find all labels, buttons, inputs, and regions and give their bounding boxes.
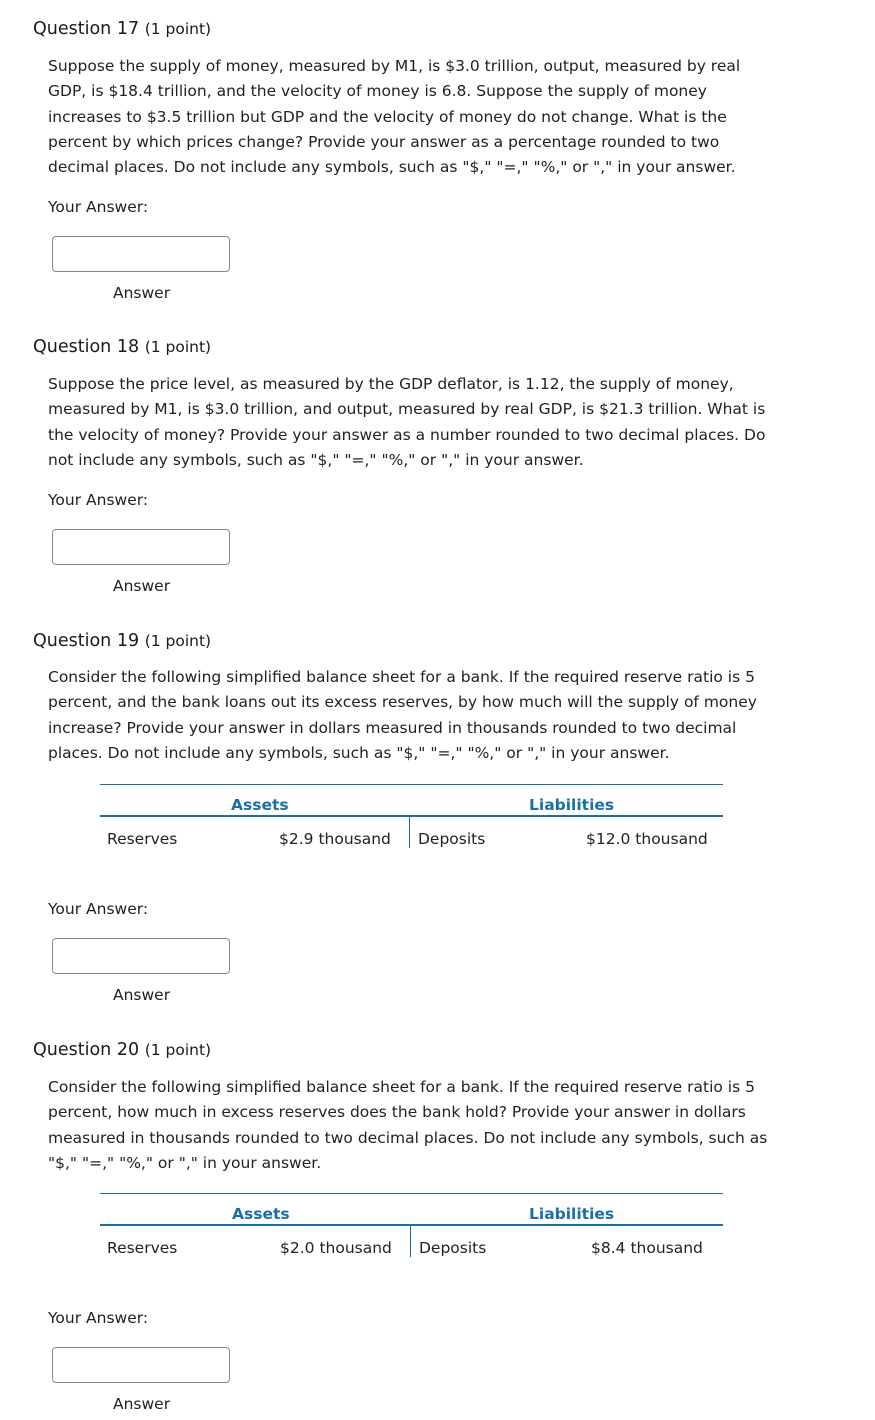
question-text: Consider the following simplified balance sheet for a bank. If the required reserve ratio is 5 percent, and the bank loans out its excess reserves, by how much will the supply of money increase? Provide your answer in dollars measured in thousands rounded to two decimal places. Do not include any symbols, such as "$," "=," "%," or "," in your answer. (48, 668, 757, 762)
question-points: (1 point) (144, 20, 212, 38)
question-title: Question 20 (33, 1040, 140, 1060)
question-text: Suppose the supply of money, measured by M1, is $3.0 trillion, output, measured by real GDP, is $18.4 trillion, and the velocity of money is 6.8. Suppose the supply of money increases to $3.5 trillion but GDP and the velocity of money do not change. What is the percent by which prices change? Provide your answer as a percentage rounded to two decimal places. Do not include any symbols, such as "$," "=," "%," or "," in your answer. (48, 57, 741, 177)
balance-sheet-header-rule (100, 815, 723, 817)
reserves-value: $2.9 thousand (279, 830, 391, 848)
answer-caption: Answer (113, 986, 171, 1004)
question-header (33, 336, 211, 358)
question-text: Suppose the price level, as measured by the GDP deflator, is 1.12, the supply of money, measured by M1, is $3.0 trillion, and output, measured by real GDP, is $21.3 trillion. What is the velocity of money? Provide your answer as a number rounded to two decimal places. Do not include any symbols, such as "$," "=," "%," or "," in your answer. (48, 375, 766, 469)
answer-caption: Answer (113, 577, 171, 595)
question-title: Question 17 (33, 19, 140, 39)
balance-sheet-header-rule (100, 1224, 723, 1226)
answer-input[interactable] (52, 938, 230, 974)
answer-caption: Answer (113, 284, 171, 302)
your-answer-label: Your Answer: (48, 900, 149, 918)
question-points: (1 point) (144, 338, 212, 356)
deposits-label: Deposits (418, 830, 486, 848)
liabilities-header: Liabilities (529, 796, 615, 814)
question-text: Consider the following simplified balance sheet for a bank. If the required reserve ratio is 5 percent, how much in excess reserves does the bank hold? Provide your answer in dollars measured in thousands rounded to two decimal places. Do not include any symbols, such as "$," "=," "%," or "," in your answer. (48, 1078, 768, 1172)
question-title: Question 18 (33, 337, 140, 357)
reserves-label: Reserves (107, 1239, 178, 1257)
answer-input[interactable] (52, 529, 230, 565)
liabilities-header: Liabilities (529, 1205, 615, 1223)
deposits-value: $8.4 thousand (591, 1239, 703, 1257)
assets-header: Assets (232, 1205, 290, 1223)
answer-caption: Answer (113, 1395, 171, 1413)
balance-sheet-divider (409, 816, 410, 848)
answer-input[interactable] (52, 1347, 230, 1383)
your-answer-label: Your Answer: (48, 491, 149, 509)
question-header (33, 18, 211, 40)
your-answer-label: Your Answer: (48, 1309, 149, 1327)
reserves-value: $2.0 thousand (280, 1239, 392, 1257)
your-answer-label: Your Answer: (48, 198, 149, 216)
assets-header: Assets (231, 796, 289, 814)
reserves-label: Reserves (107, 830, 178, 848)
balance-sheet-top-rule (100, 784, 723, 785)
question-points: (1 point) (144, 1041, 212, 1059)
question-header (33, 630, 211, 652)
deposits-label: Deposits (419, 1239, 487, 1257)
question-header (33, 1039, 211, 1061)
deposits-value: $12.0 thousand (586, 830, 708, 848)
question-title: Question 19 (33, 631, 140, 651)
answer-input[interactable] (52, 236, 230, 272)
question-points: (1 point) (144, 632, 212, 650)
balance-sheet-divider (410, 1225, 411, 1257)
balance-sheet-top-rule (100, 1193, 723, 1194)
